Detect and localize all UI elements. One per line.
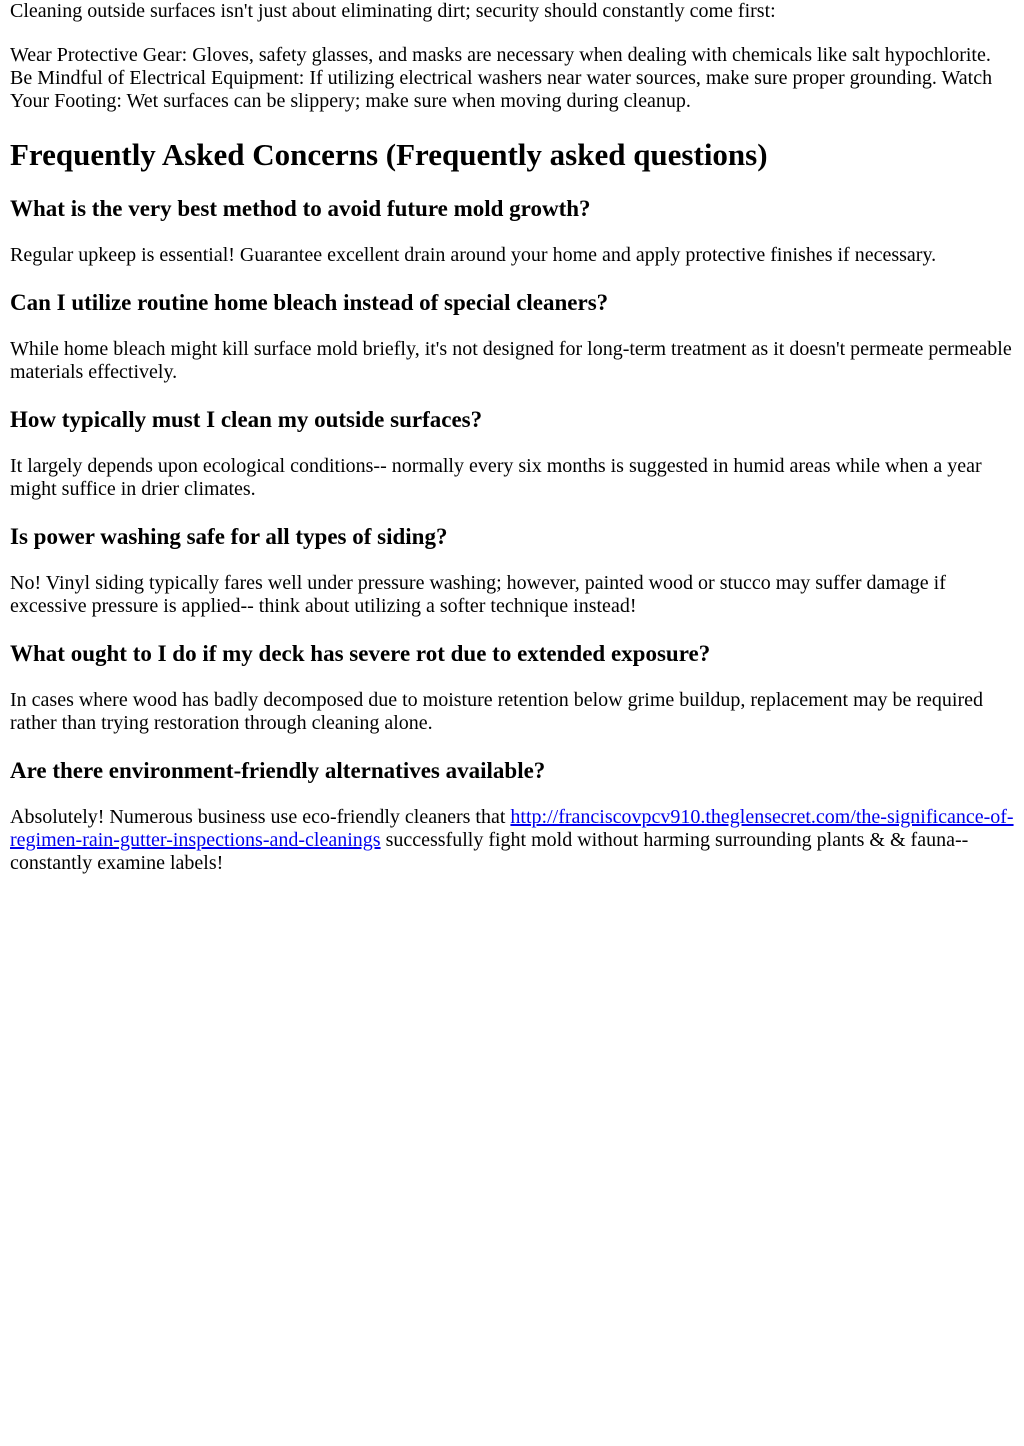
faq-heading: Frequently Asked Concerns (Frequently asked questions) xyxy=(10,137,768,172)
faq-item xyxy=(10,640,1014,735)
safety-tips-paragraph: Wear Protective Gear: Gloves, safety glasses, and masks are necessary when dealing with chemicals like salt hypochlorite. Be Mindful of Electrical Equipment: If utilizing electrical washers near water sources, make sure proper grounding. Watch Your Footing: Wet surfaces can be slippery; make sure when moving during cleanup. xyxy=(10,44,993,112)
faq-answer: While home bleach might kill surface mold briefly, it's not designed for long-term treatment as it doesn't permeate permeable materials effectively. xyxy=(10,338,1012,383)
faq-answer-text-before-link: Absolutely! Numerous business use eco-friendly cleaners that xyxy=(10,806,511,828)
faq-item xyxy=(10,195,1014,267)
faq-question: Is power washing safe for all types of siding? xyxy=(10,524,448,549)
faq-item xyxy=(10,757,1014,875)
faq-answer: Regular upkeep is essential! Guarantee excellent drain around your home and apply protective finishes if necessary. xyxy=(10,244,937,266)
faq-answer-text-after-link: successfully fight mold without harming surrounding plants & & fauna-- constantly examine labels! xyxy=(10,829,969,874)
faq-answer: No! Vinyl siding typically fares well under pressure washing; however, painted wood or stucco may suffer damage if excessive pressure is applied-- think about utilizing a softer technique instead! xyxy=(10,572,946,617)
faq-answer: In cases where wood has badly decomposed due to moisture retention below grime buildup, replacement may be required rather than trying restoration through cleaning alone. xyxy=(10,689,984,734)
faq-answer: It largely depends upon ecological conditions-- normally every six months is suggested in humid areas while when a year might suffice in drier climates. xyxy=(10,455,982,500)
faq-question: Are there environment-friendly alternatives available? xyxy=(10,758,546,783)
faq-question: Can I utilize routine home bleach instead of special cleaners? xyxy=(10,290,609,315)
faq-question: What ought to I do if my deck has severe rot due to extended exposure? xyxy=(10,641,711,666)
faq-answer-with-link xyxy=(10,806,1014,875)
intro-paragraph: Cleaning outside surfaces isn't just about eliminating dirt; security should constantly come first: xyxy=(10,0,776,22)
faq-question: What is the very best method to avoid future mold growth? xyxy=(10,196,591,221)
faq-item xyxy=(10,406,1014,501)
article-link[interactable]: http://franciscovpcv910.theglensecret.com/the-significance-of-regimen-rain-gutter-inspections-and-cleanings xyxy=(10,806,1014,851)
faq-item xyxy=(10,289,1014,384)
faq-question: How typically must I clean my outside surfaces? xyxy=(10,407,483,432)
faq-item xyxy=(10,523,1014,618)
